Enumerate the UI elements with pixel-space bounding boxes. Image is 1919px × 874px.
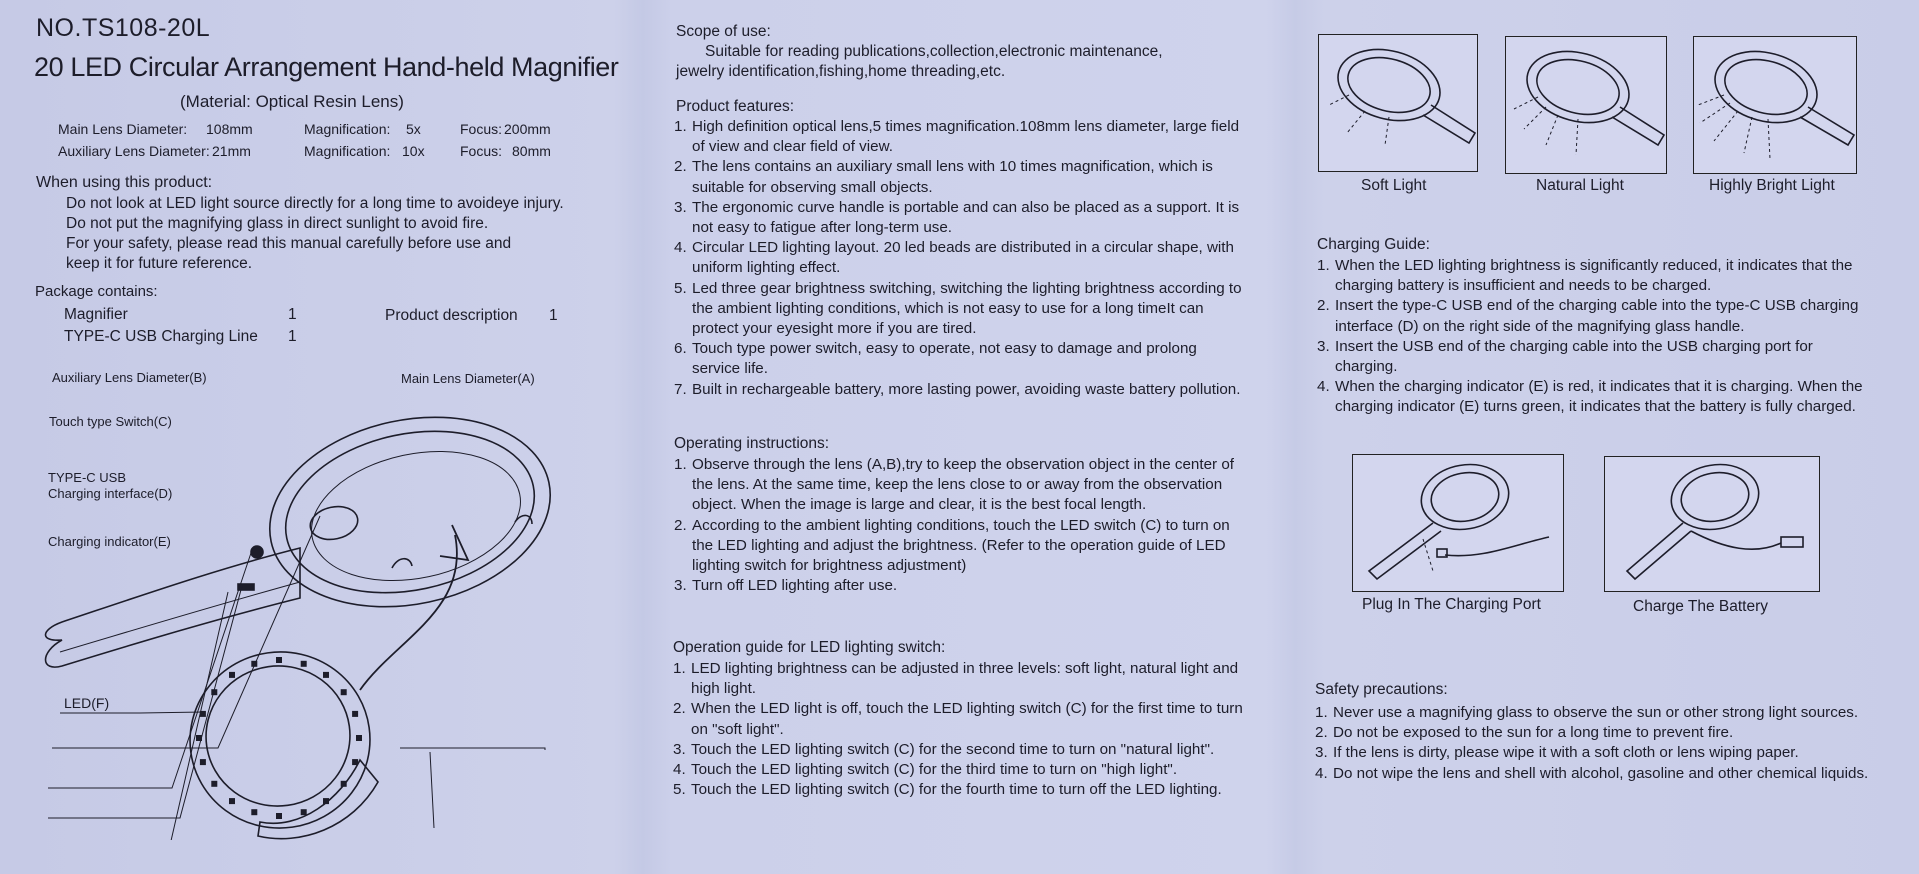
led-bead <box>341 781 347 787</box>
led-bead <box>211 689 217 695</box>
led-bead <box>200 711 206 717</box>
callout-main-lens: Main Lens Diameter(A) <box>401 371 535 386</box>
charging-item: 3. Insert the USB end of the charging cable into the USB charging port for charging. <box>1317 337 1813 376</box>
charging-heading: Charging Guide: <box>1317 236 1430 253</box>
led-bead <box>251 661 257 667</box>
operating-item: 1. Observe through the lens (A,B),try to keep the observation object in the center of the lens. At the same time, keep the lens close to or away from the observation object. When the image is large and clear, it is the best focal length. <box>674 456 1234 514</box>
spec-value: 200mm <box>504 121 551 137</box>
main-lens <box>271 410 550 615</box>
spec-value: 80mm <box>512 143 551 159</box>
feature-item: 3. The ergonomic curve handle is portable and can also be placed as a support. It is not easy to fatigue after long-term use. <box>674 198 1240 237</box>
spec-label: Focus: <box>460 143 503 159</box>
feature-item: 6. Touch type power switch, easy to operate, not easy to damage and prolong service life. <box>674 340 1197 378</box>
high-light-caption: Highly Bright Light <box>1709 177 1835 194</box>
material-note: (Material: Optical Resin Lens) <box>180 92 404 111</box>
package-item: Magnifier <box>64 306 128 323</box>
column-left <box>0 0 640 874</box>
spec-value: 21mm <box>212 143 251 159</box>
led-bead <box>229 798 235 804</box>
magnifier-diagram <box>0 360 640 840</box>
safety-list <box>1315 703 1877 784</box>
aux-lens <box>307 502 361 543</box>
high-light-illustration <box>1693 36 1857 174</box>
guide-item: 4. Touch the LED lighting switch (C) for the third time to turn on "high light". <box>673 761 1178 779</box>
natural-light-caption: Natural Light <box>1536 177 1624 194</box>
using-line: Do not put the magnifying glass in direct sunlight to avoid fire. <box>66 215 489 232</box>
feature-item: 5. Led three gear brightness switching, switching the lighting brightness according to the ambient lighting conditions, which is not easy to use for a long timeIt can protect your eyesight more if you are tired. <box>674 279 1242 338</box>
package-qty: 1 <box>549 307 558 324</box>
spec-label: Focus: <box>460 121 503 137</box>
spec-value: 5x <box>406 121 421 137</box>
scope-line: Suitable for reading publications,collection,electronic maintenance, <box>705 43 1163 60</box>
led-bead <box>276 657 282 663</box>
column-right <box>1300 0 1919 874</box>
charging-item: 2. Insert the type-C USB end of the charging cable into the type-C USB charging interface (D) on the right side of the magnifying glass handle. <box>1317 297 1859 335</box>
product-title: 20 LED Circular Arrangement Hand-held Magnifier <box>34 52 619 82</box>
guide-item: 1. LED lighting brightness can be adjusted in three levels: soft light, natural light and high light. <box>673 660 1239 698</box>
feature-item: 2. The lens contains an auxiliary small lens with 10 times magnification, which is suitable for observing small objects. <box>674 158 1213 196</box>
led-bead <box>341 689 347 695</box>
spec-label: Magnification: <box>304 121 391 137</box>
spec-label: Auxiliary Lens Diameter: <box>58 143 210 159</box>
callout-indicator: Charging indicator(E) <box>48 534 171 549</box>
charging-item: 4. When the charging indicator (E) is red, it indicates that it is charging. When the charging indicator (E) turns green, it indicates that the battery is fully charged. <box>1317 378 1863 416</box>
charging-item: 1. When the LED lighting brightness is significantly reduced, it indicates that the charging battery is insufficient and needs to be charged. <box>1317 257 1853 295</box>
led-bead <box>323 798 329 804</box>
safety-item: 1. Never use a magnifying glass to observe the sun or other strong light sources. <box>1315 704 1859 721</box>
charge-battery-illustration <box>1604 456 1820 592</box>
callout-typec: TYPE-C USB <box>48 470 127 485</box>
package-item: Product description <box>385 307 518 324</box>
operating-heading: Operating instructions: <box>674 435 830 452</box>
features-list <box>674 117 1246 400</box>
scope-line: jewelry identification,fishing,home threading,etc. <box>676 63 1006 80</box>
touch-switch <box>251 546 263 558</box>
using-line: For your safety, please read this manual carefully before use and <box>66 235 512 252</box>
callout-typec-interface: Charging interface(D) <box>48 486 173 501</box>
operating-item: 2. According to the ambient lighting conditions, touch the LED switch (C) to turn on the LED lighting and adjust the brightness. (Refer to the operation guide of LED lighting switch for brightness adjustment) <box>674 516 1230 575</box>
led-bead <box>352 711 358 717</box>
safety-item: 3. If the lens is dirty, please wipe it with a soft cloth or lens wiping paper. <box>1315 744 1799 762</box>
soft-light-caption: Soft Light <box>1361 177 1427 194</box>
led-ring-view <box>179 640 382 839</box>
guide-item: 2. When the LED light is off, touch the LED lighting switch (C) for the first time to turn on "soft light". <box>673 700 1243 738</box>
spec-label: Magnification: <box>304 143 391 159</box>
charge-battery-caption: Charge The Battery <box>1633 598 1768 615</box>
led-beads <box>196 657 362 819</box>
using-line: Do not look at LED light source directly for a long time to avoideye injury. <box>66 195 564 212</box>
led-bead <box>196 735 202 741</box>
package-heading: Package contains: <box>35 283 158 300</box>
package-qty: 1 <box>288 306 297 323</box>
led-bead <box>301 809 307 815</box>
guide-list <box>673 659 1245 800</box>
safety-item: 4. Do not wipe the lens and shell with alcohol, gasoline and other chemical liquids. <box>1315 764 1869 782</box>
operating-item: 3. Turn off LED lighting after use. <box>674 577 898 595</box>
led-bead <box>200 759 206 765</box>
spec-value: 10x <box>402 143 425 159</box>
plug-in-caption: Plug In The Charging Port <box>1362 596 1541 613</box>
led-bead <box>276 813 282 819</box>
guide-item: 5. Touch the LED lighting switch (C) for the fourth time to turn off the LED lighting. <box>673 781 1222 799</box>
safety-heading: Safety precautions: <box>1315 681 1448 698</box>
spec-value: 108mm <box>206 121 253 137</box>
package-qty: 1 <box>288 328 297 345</box>
callout-led: LED(F) <box>64 695 110 711</box>
led-bead <box>323 672 329 678</box>
soft-light-illustration <box>1318 34 1478 172</box>
scope-heading: Scope of use: <box>676 23 771 40</box>
using-heading: When using this product: <box>36 174 213 191</box>
plug-in-illustration <box>1352 454 1564 592</box>
led-bead <box>301 661 307 667</box>
operating-list <box>674 455 1246 596</box>
feature-item: 7. Built in rechargeable battery, more lasting power, avoiding waste battery pollution. <box>674 380 1241 398</box>
feature-item: 1. High definition optical lens,5 times magnification.108mm lens diameter, large field of view and clear field of view. <box>674 118 1240 156</box>
using-line: keep it for future reference. <box>66 255 253 272</box>
natural-light-illustration <box>1505 36 1667 174</box>
charging-list <box>1317 256 1879 418</box>
package-item: TYPE-C USB Charging Line <box>64 328 258 345</box>
features-heading: Product features: <box>676 98 795 115</box>
safety-item: 2. Do not be exposed to the sun for a long time to prevent fire. <box>1315 724 1734 742</box>
model-number: NO.TS108-20L <box>36 14 211 42</box>
led-bead <box>251 809 257 815</box>
led-bead <box>356 735 362 741</box>
led-bead <box>229 672 235 678</box>
led-bead <box>352 759 358 765</box>
guide-heading: Operation guide for LED lighting switch: <box>673 639 946 656</box>
guide-item: 3. Touch the LED lighting switch (C) for the second time to turn on "natural light". <box>673 740 1215 758</box>
column-middle <box>640 0 1300 874</box>
callout-aux-lens: Auxiliary Lens Diameter(B) <box>52 370 207 385</box>
spec-label: Main Lens Diameter: <box>58 121 188 137</box>
feature-item: 4. Circular LED lighting layout. 20 led beads are distributed in a circular shape, with uniform lighting effect. <box>674 239 1234 277</box>
led-bead <box>211 781 217 787</box>
callout-touch-switch: Touch type Switch(C) <box>49 414 172 429</box>
